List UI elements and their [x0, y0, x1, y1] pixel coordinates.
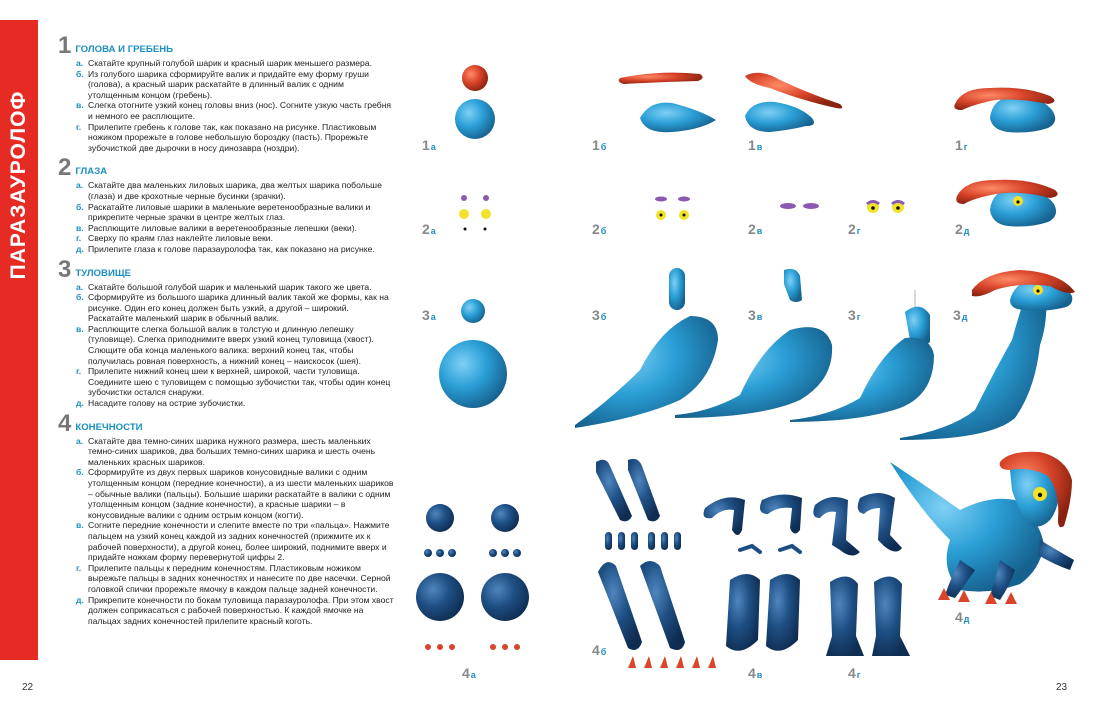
step-letter: б.	[76, 201, 84, 212]
figure-label-4g: 4г	[848, 665, 861, 681]
step-text: Прилепите нижний конец шеи к верхней, широкой, части туловища. Соедините шею с туловищем с помощью зубочистки так, чтобы один конец зубочистки остался снаружи.	[88, 366, 391, 398]
step-letter: в.	[76, 222, 84, 233]
step-text: Из голубого шарика сформируйте валик и придайте ему форму груши (голова), а красный шарик раскатайте в длинный валик с одним утолщенным концом (гребень).	[88, 68, 369, 100]
step-2g-eyes	[867, 201, 904, 213]
step-text: Сверху по краям глаз наклейте лиловые веки.	[88, 233, 273, 244]
step-3b-pieces	[575, 268, 718, 428]
step-letter: г.	[76, 562, 82, 573]
step-4a-pieces	[416, 504, 529, 650]
step-letter: в.	[76, 100, 84, 111]
step-letter: а.	[76, 58, 84, 68]
figure-label-2v: 2в	[748, 221, 763, 237]
figure-label-2b: 2б	[592, 221, 607, 237]
step-text: Прилепите глаза к голове паразауролофа так, как показано на рисунке.	[88, 243, 375, 254]
step-text: Скатайте два маленьких лиловых шарика, два желтых шарика побольше (глаза) и две крохотные черные бусинки (зрачки).	[88, 180, 382, 201]
section-title: ТУЛОВИЩЕ	[75, 267, 132, 279]
step-2d-head	[956, 180, 1057, 227]
figure-label-3v: 3в	[748, 307, 763, 323]
step-1v-pieces	[745, 73, 842, 132]
step-letter: в.	[76, 323, 84, 334]
step-letter: а.	[76, 180, 84, 191]
figure-label-3a: 3а	[422, 307, 436, 323]
section-title: ГОЛОВА И ГРЕБЕНЬ	[75, 44, 174, 55]
step-letter: б.	[76, 292, 84, 303]
step-2a-pieces	[459, 195, 491, 231]
figure-label-1v: 1в	[748, 137, 763, 153]
step-letter: г.	[76, 121, 82, 132]
step-text: Согните передние конечности и слепите вместе по три «пальца». Нажмите пальцем на узкий конец каждой из задних конечностей (прижмите их к рабочей поверхности), а другой конец, более широкий, поднимите вверх и придайте ножкам форму перевернутой цифры 2.	[88, 520, 390, 563]
step-1b-pieces	[619, 73, 716, 133]
step-4b-pieces	[596, 459, 716, 668]
figure-label-4a: 4а	[462, 665, 476, 681]
figure-label-4v: 4в	[748, 665, 763, 681]
figure-label-1g: 1г	[955, 137, 968, 153]
step-text: Расплющите лиловые валики в веретенообразные лепешки (веки).	[88, 222, 357, 233]
page-title: ПАРАЗАУРОЛОФ	[7, 90, 30, 280]
step-text: Насадите голову на острие зубочистки.	[88, 398, 246, 409]
step-4g-pieces	[813, 493, 910, 656]
figure-label-2g: 2г	[848, 221, 861, 237]
section-number: 1	[58, 32, 72, 59]
right-page-number: 23	[1056, 682, 1068, 693]
figure-label-3g: 3г	[848, 307, 861, 323]
step-text: Прикрепите конечности по бокам туловища паразауролофа. При этом хвост должен соприкасаться с рабочей поверхностью. К каждой ямочке на пальцах задних конечностей прилепите красный коготь.	[88, 594, 394, 626]
step-text: Раскатайте лиловые шарики в маленькие веретенообразные валики и прикрепите черные зрачки в центре желтых глаз.	[88, 201, 371, 223]
step-text: Слегка отогните узкий конец головы вниз (нос). Согните узкую часть гребня и немного ее расплющите.	[88, 100, 392, 121]
step-text: Скатайте большой голубой шарик и маленький шарик такого же цвета.	[88, 281, 372, 292]
figure-label-1a: 1а	[422, 137, 436, 153]
section-title: КОНЕЧНОСТИ	[75, 421, 143, 433]
figure-label-3b: 3б	[592, 307, 607, 323]
figure-label-1b: 1б	[592, 137, 607, 153]
step-text: Прилепите пальцы к передним конечностям. Пластиковым ножиком вырежьте пальцы в задних конечностях и нанесите по две насечки. Серной головкой спички прорежьте ямочку в каждом пальце задней конечности.	[88, 562, 391, 594]
figure-label-4b: 4б	[592, 642, 607, 658]
step-letter: а.	[76, 281, 84, 292]
step-4d-dinosaur	[890, 452, 1074, 604]
step-letter: б.	[76, 467, 84, 478]
step-2v-pieces	[780, 203, 819, 209]
figure-label-3d: 3д	[953, 307, 968, 323]
step-text: Скатайте крупный голубой шарик и красный шарик меньшего размера.	[88, 58, 372, 68]
step-letter: д.	[76, 594, 84, 605]
section-number: 2	[58, 154, 72, 182]
figure-label-2a: 2а	[422, 221, 436, 237]
step-1a-balls	[455, 65, 495, 139]
step-letter: д.	[76, 398, 84, 409]
step-3a-balls	[439, 299, 507, 408]
step-letter: б.	[76, 68, 84, 79]
figure-label-2d: 2д	[955, 221, 970, 237]
step-letter: а.	[76, 435, 84, 446]
step-letter: д.	[76, 243, 84, 254]
section-number: 4	[58, 409, 72, 437]
figure-label-4d: 4д	[955, 609, 970, 625]
section-number: 3	[58, 255, 72, 283]
step-letter: г.	[76, 366, 82, 377]
section-title: ГЛАЗА	[75, 166, 108, 178]
step-text: Расплющите слегка большой валик в толстую и длинную лепешку (туловище). Слегка приподнимите вверх узкий конец туловища (хвост). Слющите оба конца маленького валика: верхний конец так, чтобы получилась ровная поверхность, а нижний конец – наискосок (шея).	[88, 323, 374, 366]
step-4v-pieces	[704, 494, 802, 650]
step-2b-pieces	[655, 197, 690, 221]
step-letter: г.	[76, 233, 82, 244]
step-text: Скатайте два темно-синих шарика нужного размера, шесть маленьких темно-синих шариков, два больших темно-синих шарика и шесть очень маленьких красных шариков.	[88, 435, 376, 467]
step-letter: в.	[76, 520, 84, 531]
step-1g-head	[954, 88, 1055, 133]
left-page-number: 22	[22, 682, 34, 693]
step-text: Прилепите гребень к голове так, как показано на рисунке. Пластиковым ножиком прорежьте в голове небольшую бороздку (пасть). Прорежьте зубочисткой две дырочки в носу динозавра (ноздри).	[88, 121, 377, 153]
step-text: Сформируйте из двух первых шариков конусовидные валики с одним утолщенным концом (передние конечности), а из шести маленьких шариков – обычные валики (пальцы). Большие шарики раскатайте в валики с одним утолщенным концом (задние конечности), а красные шарики – в конусовидные валики с одним острым концом (когти).	[88, 467, 394, 520]
step-text: Сформируйте из большого шарика длинный валик такой же формы, как на рисунке. Один его конец должен быть узкий, а другой – широкий. Раскатайте маленький шарик в обычный валик.	[88, 292, 389, 324]
